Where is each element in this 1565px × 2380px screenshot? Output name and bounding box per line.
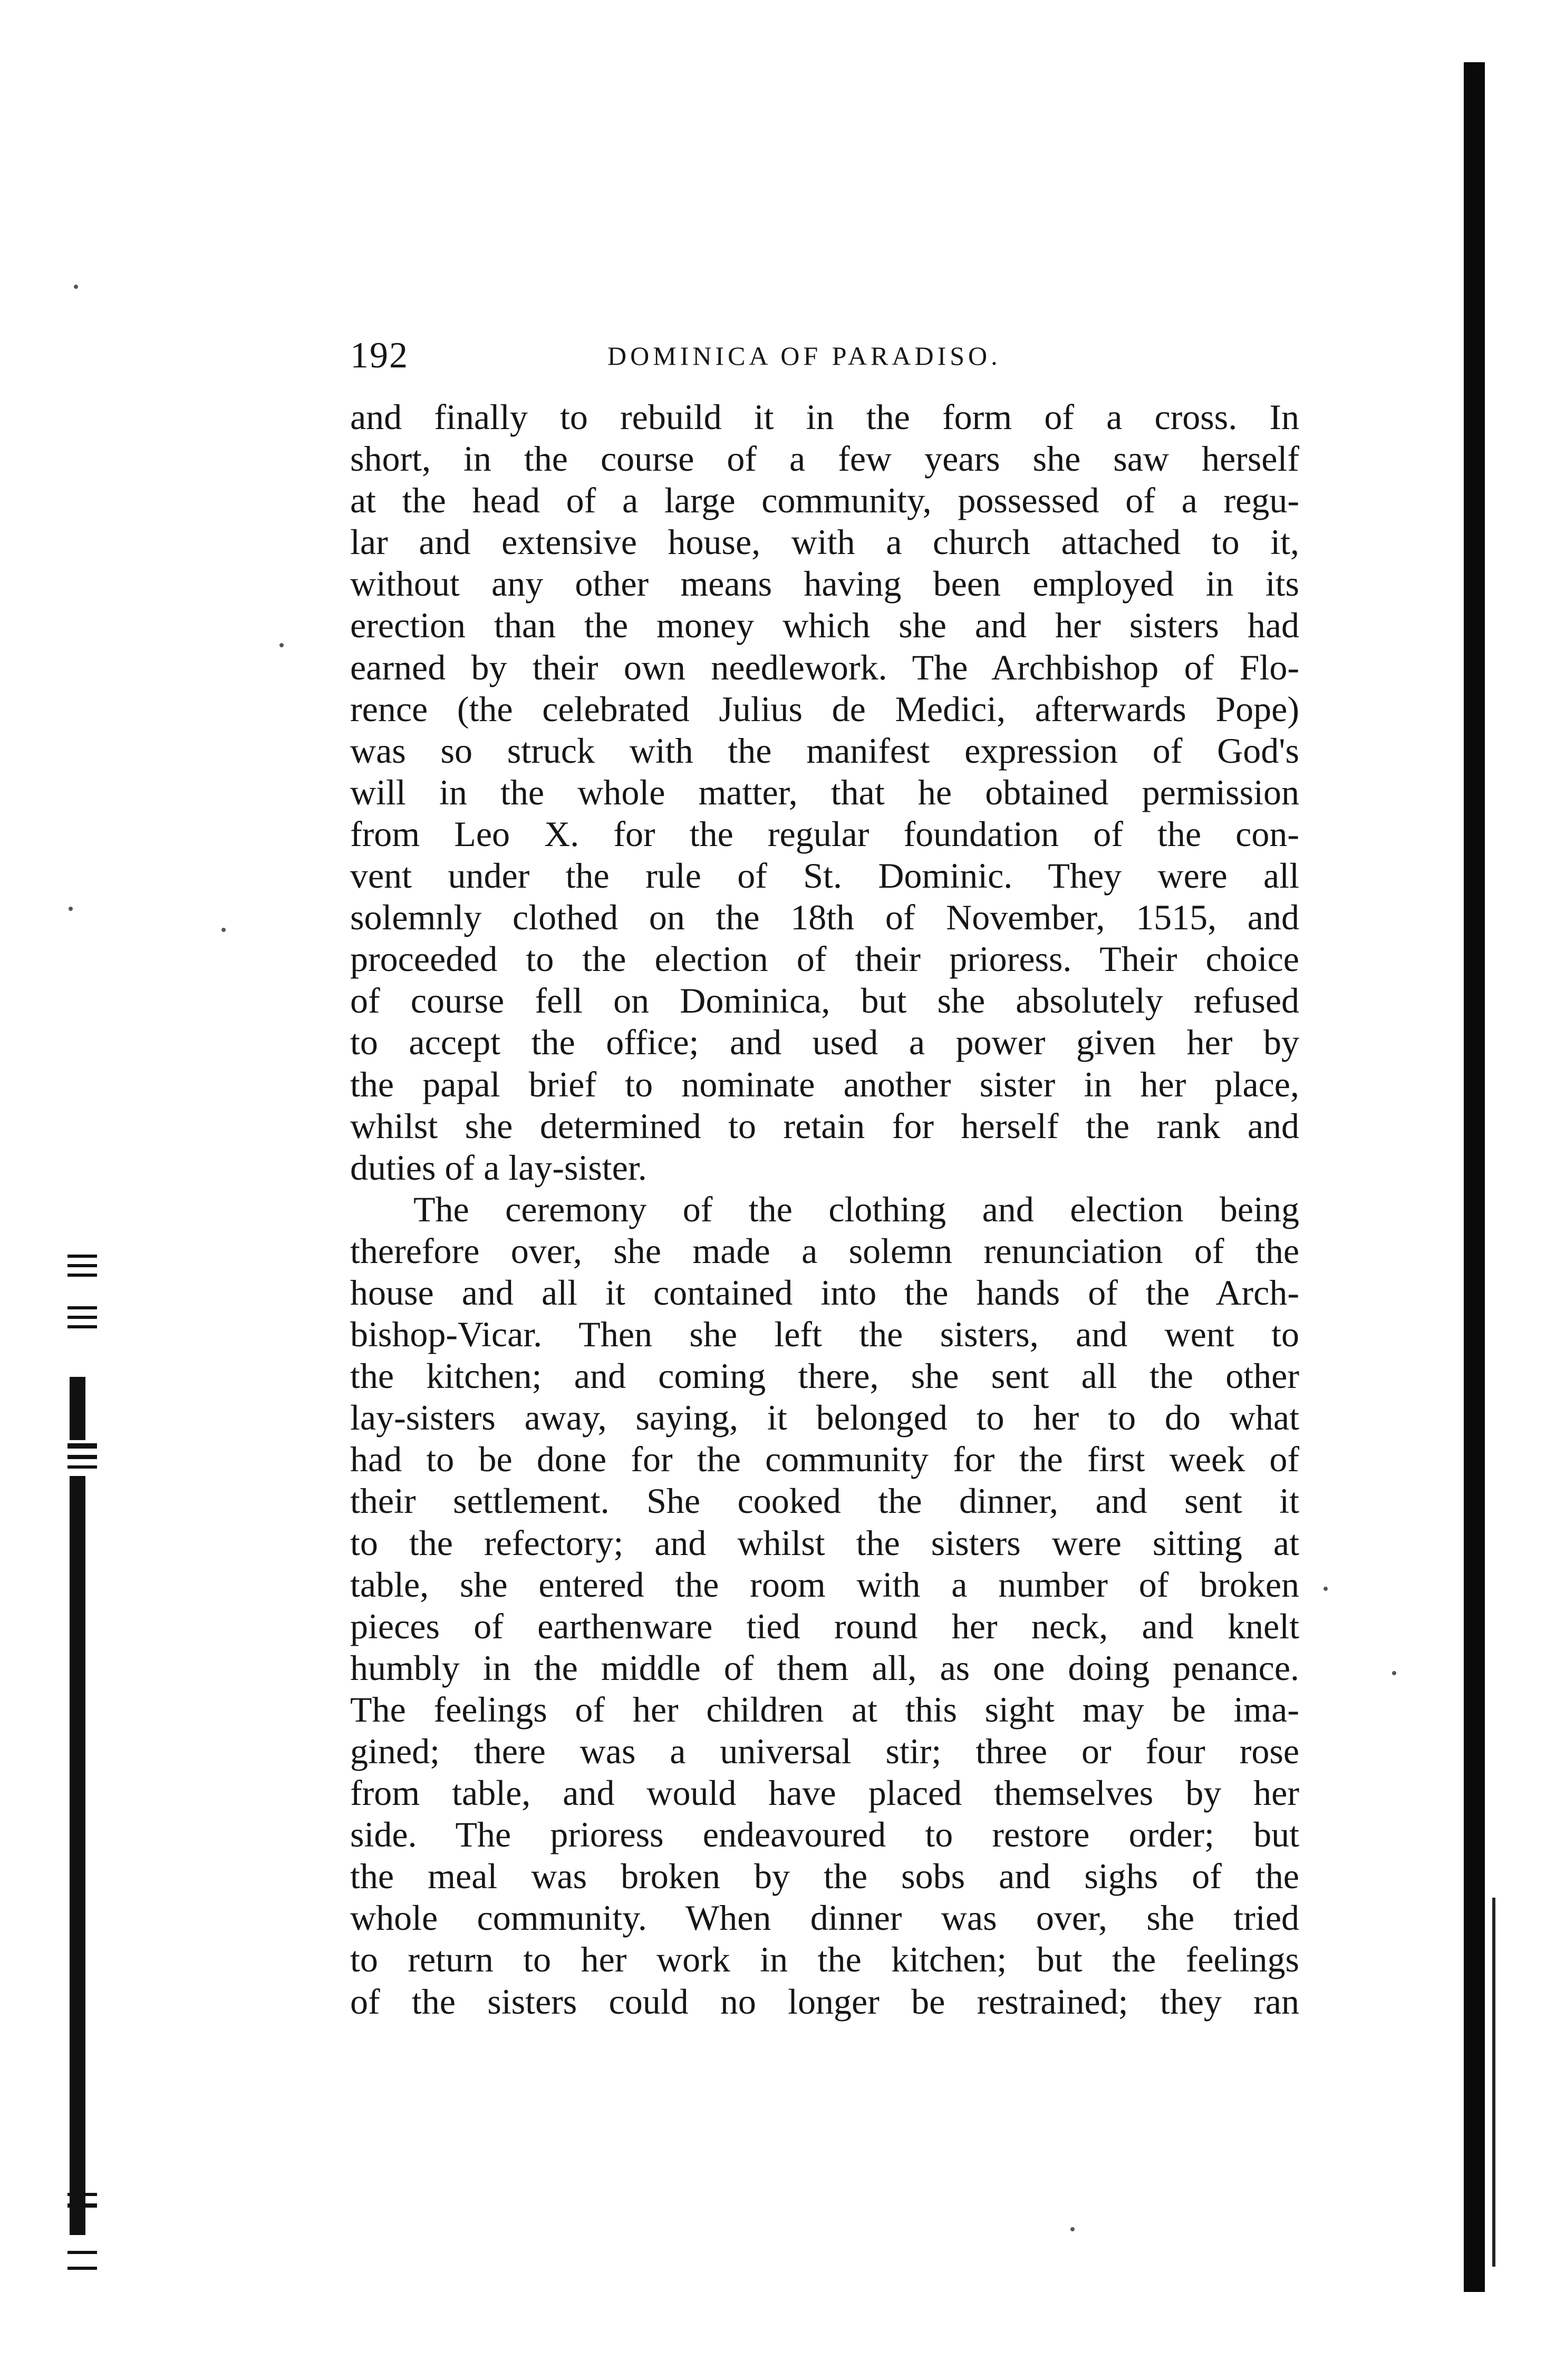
text-line: lay-sisters away, saying, it belonged to her to do what bbox=[350, 1397, 1299, 1438]
text-line: to the refectory; and whilst the sisters were sitting at bbox=[350, 1522, 1299, 1563]
text-line: the meal was broken by the sobs and sighs of the bbox=[350, 1856, 1299, 1897]
text-line: to return to her work in the kitchen; but the feelings bbox=[350, 1939, 1299, 1980]
text-line: was so struck with the manifest expression of God's bbox=[350, 730, 1299, 771]
scan-registration-marks bbox=[62, 1255, 104, 2335]
text-line: of course fell on Dominica, but she absolutely refused bbox=[350, 980, 1299, 1021]
page-header bbox=[350, 327, 1315, 385]
text-line: their settlement. She cooked the dinner, and sent it bbox=[350, 1481, 1299, 1521]
binding-edge bbox=[1464, 62, 1485, 2292]
text-line: rence (the celebrated Julius de Medici, afterwards Pope) bbox=[350, 688, 1299, 729]
text-line: proceeded to the election of their prioress. Their choice bbox=[350, 939, 1299, 979]
text-line: from table, and would have placed themselves by her bbox=[350, 1773, 1299, 1813]
text-line: therefore over, she made a solemn renunciation of the bbox=[350, 1230, 1299, 1271]
text-line: earned by their own needlework. The Archbishop of Flo- bbox=[350, 647, 1299, 687]
text-line: and finally to rebuild it in the form of a cross. In bbox=[350, 397, 1299, 437]
text-line: vent under the rule of St. Dominic. They were all bbox=[350, 856, 1299, 896]
text-line: lar and extensive house, with a church attached to it, bbox=[350, 522, 1299, 562]
text-line: of the sisters could no longer be restrained; they ran bbox=[350, 1981, 1299, 2022]
paragraph bbox=[350, 396, 1299, 1189]
text-line: the kitchen; and coming there, she sent all the other bbox=[350, 1356, 1299, 1396]
text-line: whilst she determined to retain for herself the rank and bbox=[350, 1105, 1299, 1146]
text-line: will in the whole matter, that he obtained permission bbox=[350, 772, 1299, 812]
paragraph bbox=[350, 1189, 1299, 2023]
text-line: from Leo X. for the regular foundation of the con- bbox=[350, 813, 1299, 854]
text-line: whole community. When dinner was over, she tried bbox=[350, 1898, 1299, 1938]
text-line: bishop-Vicar. Then she left the sisters, and went to bbox=[350, 1314, 1299, 1355]
text-line: side. The prioress endeavoured to restore order; but bbox=[350, 1814, 1299, 1855]
text-line: solemnly clothed on the 18th of November, 1515, and bbox=[350, 897, 1299, 938]
text-line: pieces of earthenware tied round her neck, and knelt bbox=[350, 1606, 1299, 1646]
page-number: 192 bbox=[350, 335, 409, 376]
text-line: The ceremony of the clothing and election being bbox=[413, 1189, 1299, 1229]
text-line: without any other means having been employed in its bbox=[350, 564, 1299, 604]
text-line: to accept the office; and used a power given her by bbox=[350, 1022, 1299, 1063]
text-line: erection than the money which she and her sisters had bbox=[350, 605, 1299, 646]
running-head: DOMINICA OF PARADISO. bbox=[607, 341, 1001, 371]
text-line: house and all it contained into the hands of the Arch- bbox=[350, 1272, 1299, 1313]
body-text bbox=[350, 396, 1299, 2023]
text-line: short, in the course of a few years she saw herself bbox=[350, 439, 1299, 479]
text-line: had to be done for the community for the first week of bbox=[350, 1439, 1299, 1480]
text-line: at the head of a large community, possessed of a regu- bbox=[350, 480, 1299, 521]
binding-edge-line bbox=[1492, 1898, 1495, 2267]
text-line: table, she entered the room with a number of broken bbox=[350, 1564, 1299, 1605]
text-line: gined; there was a universal stir; three or four rose bbox=[350, 1731, 1299, 1771]
text-line: duties of a lay-sister. bbox=[350, 1147, 647, 1188]
text-line: humbly in the middle of them all, as one doing penance. bbox=[350, 1647, 1299, 1688]
text-line: The feelings of her children at this sight may be ima- bbox=[350, 1689, 1299, 1730]
text-line: the papal brief to nominate another sister in her place, bbox=[350, 1064, 1299, 1104]
